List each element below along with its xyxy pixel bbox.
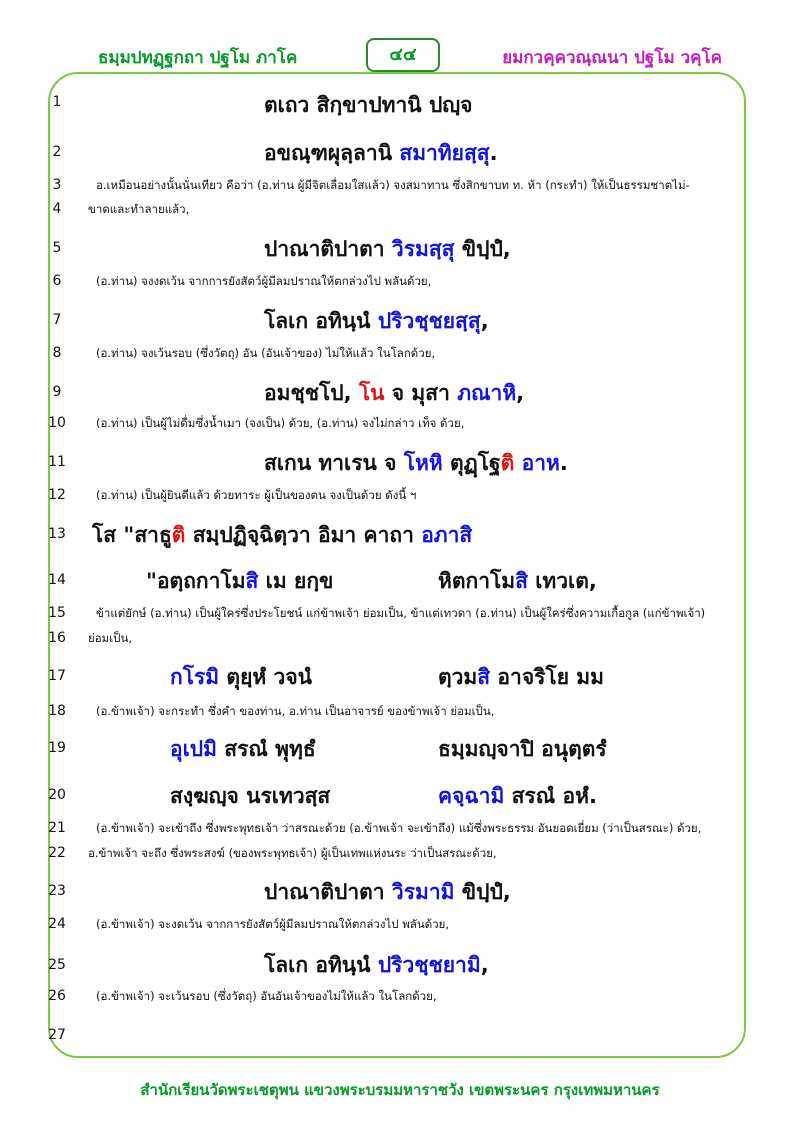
verse-line-14b <box>438 565 597 598</box>
verse-text: อมชฺชโป, <box>264 381 359 405</box>
verse-line-1 <box>264 89 472 122</box>
verse-verb: สมาทิยสฺสุ <box>399 141 490 165</box>
line-number: 11 <box>48 454 66 470</box>
verse-text: อาจริโย มม <box>490 665 604 689</box>
verse-line-19b <box>438 733 607 766</box>
verse-text: เทวเต, <box>527 569 597 593</box>
line-number: 3 <box>52 177 62 193</box>
verse-line-25 <box>264 949 489 982</box>
gloss-line-6: (อ.ท่าน) จงงดเว้น จากการยังสัตว์ผู้มีลมปราณให้ตกล่วงไป พลันด้วย, <box>96 274 432 288</box>
verse-text: โส "สาธู <box>92 523 172 547</box>
verse-text: สเกน ทาเรน จ <box>264 451 404 475</box>
verse-text: ปาณาติปาตา <box>264 880 392 904</box>
line-number: 6 <box>52 273 62 289</box>
verse-text: เม ยกฺข <box>258 569 334 593</box>
verse-particle: โน <box>358 381 385 405</box>
line-number: 23 <box>48 883 66 899</box>
verse-text: สงฺฆญฺจ นรเทวสฺส <box>170 784 331 808</box>
verse-line-2 <box>264 137 498 170</box>
line-number: 7 <box>52 312 62 328</box>
verse-line-17b <box>438 661 604 694</box>
verse-line-7 <box>264 305 489 338</box>
line-number: 16 <box>48 630 66 646</box>
line-number: 12 <box>48 487 66 503</box>
line-number: 22 <box>48 845 66 861</box>
verse-verb: กโรมิ <box>170 665 220 689</box>
line-number: 18 <box>48 703 66 719</box>
verse-line-11 <box>264 447 568 480</box>
verse-text: , <box>480 953 489 977</box>
line-number: 10 <box>48 415 66 431</box>
gloss-line-18: (อ.ข้าพเจ้า) จะกระทำ ซึ่งคำ ของท่าน, อ.ท่าน เป็นอาจารย์ ของข้าพเจ้า ย่อมเป็น, <box>96 704 495 718</box>
gloss-line-3: อ.เหมือนอย่างนั้นนั่นเทียว คือว่า (อ.ท่าน ผู้มีจิตเลื่อมใสแล้ว) จงสมาทาน ซึ่งสิกขาบท ท. ห้า (กระทำ) ให้เป็นธรรมชาตไม่- <box>96 178 690 192</box>
gloss-line-16: ย่อมเป็น, <box>88 631 132 645</box>
verse-text: "อตฺถกาโม <box>146 569 246 593</box>
verse-verb: วิรมามิ <box>391 880 455 904</box>
verse-line-9 <box>264 377 524 410</box>
verse-line-14a <box>146 565 333 598</box>
verse-text <box>514 451 521 475</box>
verse-particle: ติ <box>500 451 515 475</box>
verse-verb: อภาสิ <box>421 523 473 547</box>
verse-verb: อาห <box>521 451 560 475</box>
line-number: 1 <box>52 94 62 110</box>
verse-line-5 <box>264 233 511 266</box>
verse-text: ตุฏฺโฐ <box>442 451 501 475</box>
line-number: 5 <box>52 240 62 256</box>
verse-verb: ปริวชฺชยสฺสุ <box>377 309 481 333</box>
verse-text: โลเก อทินฺนํ <box>264 309 378 333</box>
gloss-line-15: ข้าแต่ยักษ์ (อ.ท่าน) เป็นผู้ใคร่ซึ่งประโยชน์ แก่ข้าพเจ้า ย่อมเป็น, ข้าแต่เทวดา (อ.ท่าน) เป็นผู้ใคร่ซึ่งความเกื้อกูล (แก่ข้าพเจ้า) <box>96 606 706 620</box>
line-number: 21 <box>48 820 66 836</box>
verse-text: , <box>480 309 489 333</box>
verse-text: ธมฺมญฺจาปิ อนุตฺตรํ <box>438 737 607 761</box>
verse-verb: โหหิ <box>403 451 443 475</box>
verse-verb: สิ <box>245 569 259 593</box>
verse-verb: วิรมสฺสุ <box>391 237 455 261</box>
line-number: 26 <box>48 988 66 1004</box>
line-number: 9 <box>52 384 62 400</box>
verse-text: ขิปฺปํ, <box>454 237 511 261</box>
verse-text: สมฺปฏิจฺฉิตฺวา อิมา คาถา <box>185 523 422 547</box>
verse-text: หิตกาโม <box>438 569 516 593</box>
verse-line-13 <box>92 519 472 552</box>
line-number: 14 <box>48 572 66 588</box>
line-number: 24 <box>48 916 66 932</box>
gloss-line-26: (อ.ข้าพเจ้า) จะเว้นรอบ (ซึ่งวัตถุ) อันอันเจ้าของไม่ให้แล้ว ในโลกด้วย, <box>96 989 437 1003</box>
line-number: 19 <box>48 740 66 756</box>
gloss-line-12: (อ.ท่าน) เป็นผู้ยินดีแล้ว ด้วยทาระ ผู้เป็นของตน จงเป็นด้วย ดังนี้ ฯ <box>96 488 417 502</box>
verse-line-20b <box>438 780 597 813</box>
verse-text: โลเก อทินฺนํ <box>264 953 378 977</box>
line-number: 8 <box>52 345 62 361</box>
line-number: 27 <box>48 1027 66 1043</box>
verse-text: ตเถว สิกฺขาปทานิ ปญฺจ <box>264 93 473 117</box>
verse-verb: อุเปมิ <box>170 737 217 761</box>
verse-text: ตฺวม <box>438 665 478 689</box>
verse-verb: ภณาหิ <box>457 381 517 405</box>
verse-line-23 <box>264 876 511 909</box>
verse-text: . <box>489 141 498 165</box>
verse-line-19a <box>170 733 316 766</box>
header-book-title: ธมฺมปทฏฺฐกถา ปฐโม ภาโค <box>98 48 298 68</box>
verse-line-17a <box>170 661 312 694</box>
verse-text: ปาณาติปาตา <box>264 237 392 261</box>
verse-particle: ติ <box>171 523 186 547</box>
gloss-line-22: อ.ข้าพเจ้า จะถึง ซึ่งพระสงฆ์ (ของพระพุทธเจ้า) ผู้เป็นเทพแห่งนระ ว่าเป็นสรณะด้วย, <box>88 846 497 860</box>
line-number: 4 <box>52 201 62 217</box>
verse-text: ตุยฺหํ วจนํ <box>219 665 312 689</box>
verse-verb: คจฺฉามิ <box>438 784 505 808</box>
header-chapter-title: ยมกวคฺควณฺณนา ปฐโม วคฺโค <box>502 48 722 68</box>
gloss-line-8: (อ.ท่าน) จงเว้นรอบ (ซึ่งวัตถุ) อัน (อันเจ้าของ) ไม่ให้แล้ว ในโลกด้วย, <box>96 346 436 360</box>
line-number: 20 <box>48 787 66 803</box>
verse-line-20a <box>170 780 330 813</box>
gloss-line-10: (อ.ท่าน) เป็นผู้ไม่ดื่มซึ่งน้ำเมา (จงเป็น) ด้วย, (อ.ท่าน) จงไม่กล่าว เท็จ ด้วย, <box>96 416 465 430</box>
verse-text: . <box>559 451 568 475</box>
footer-institution: สำนักเรียนวัดพระเชตุพน แขวงพระบรมมหาราชวัง เขตพระนคร กรุงเทพมหานคร <box>140 1081 660 1099</box>
page-number: ๔๔ <box>366 38 440 72</box>
gloss-line-21: (อ.ข้าพเจ้า) จะเข้าถึง ซึ่งพระพุทธเจ้า ว่าสรณะด้วย (อ.ข้าพเจ้า จะเข้าถึง) แม้ซึ่งพระธรรม อันยอดเยี่ยม (ว่าเป็นสรณะ) ด้วย, <box>96 821 702 835</box>
verse-text: , <box>516 381 525 405</box>
verse-text: สรณํ อหํ. <box>504 784 597 808</box>
gloss-line-24: (อ.ข้าพเจ้า) จะงดเว้น จากการยังสัตว์ผู้มีลมปราณให้ตกล่วงไป พลันด้วย, <box>96 917 450 931</box>
verse-text: ขิปฺปํ, <box>454 880 511 904</box>
verse-text: สรณํ พุทฺธํ <box>216 737 316 761</box>
line-number: 15 <box>48 605 66 621</box>
gloss-line-4: ขาดและทำลายแล้ว, <box>88 202 190 216</box>
line-number: 2 <box>52 144 62 160</box>
verse-verb: สิ <box>515 569 528 593</box>
line-number: 25 <box>48 957 66 973</box>
verse-verb: ปริวชฺชยามิ <box>377 953 481 977</box>
verse-text: จ มุสา <box>384 381 458 405</box>
verse-text: อขณฺฑผุลฺลานิ <box>264 141 400 165</box>
line-number: 17 <box>48 668 66 684</box>
verse-verb: สิ <box>477 665 491 689</box>
line-number: 13 <box>48 526 66 542</box>
